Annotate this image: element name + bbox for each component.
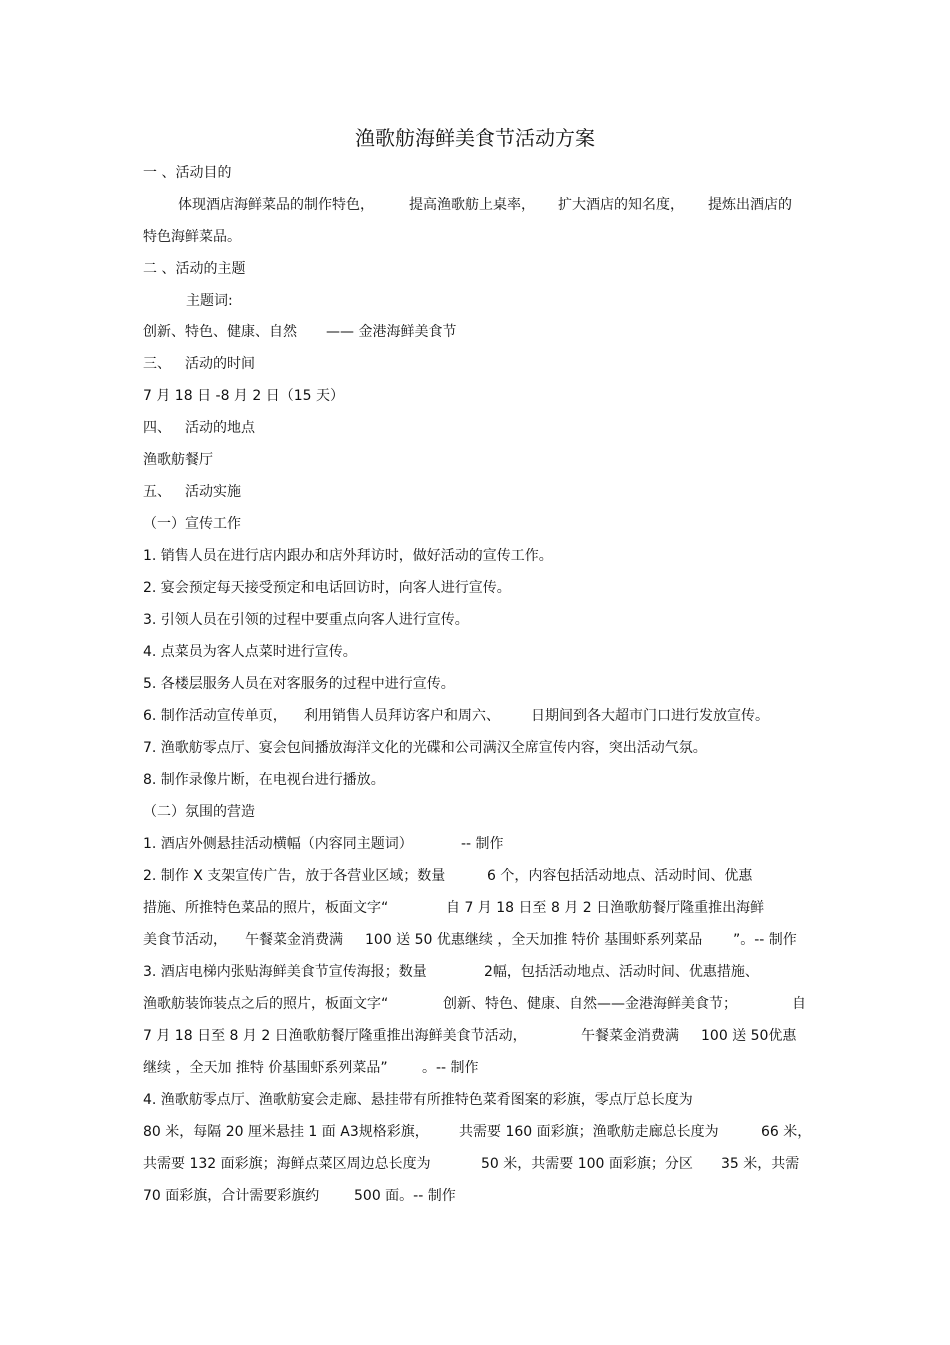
page-title: 渔歌舫海鲜美食节活动方案 — [355, 126, 595, 150]
publicity-item-6-part-2: 利用销售人员拜访客户和周六、 — [304, 708, 500, 724]
atmosphere-item-3-l4-a: 继续 ，全天加 推特 价基围虾系列菜品” — [143, 1060, 388, 1076]
section-5-number: 五、 — [143, 484, 171, 500]
atmosphere-item-2-l3-a: 美食节活动， — [143, 932, 227, 948]
event-dates: 7 月 18 日 -8 月 2 日（15 天） — [143, 388, 345, 404]
atmosphere-item-2-l2-b: 自 7 月 18 日至 8 月 2 日渔歌舫餐厅隆重推出海鲜 — [446, 900, 765, 916]
section-4-title: 活动的地点 — [185, 420, 255, 436]
publicity-item-4: 4. 点菜员为客人点菜时进行宣传。 — [143, 644, 357, 660]
atmosphere-item-2-l3-d: ”。-- 制作 — [733, 932, 797, 948]
atmosphere-heading: （二）氛围的营造 — [143, 804, 255, 820]
section-3-number: 三、 — [143, 356, 171, 372]
atmosphere-item-4-l3-c: 35 米，共需 — [721, 1156, 800, 1172]
section-4-number: 四、 — [143, 420, 171, 436]
publicity-item-1: 1. 销售人员在进行店内跟办和店外拜访时，做好活动的宣传工作。 — [143, 548, 553, 564]
section-1-body-line2: 特色海鲜菜品。 — [143, 229, 241, 245]
atmosphere-item-3-l2-c: 自 — [792, 996, 806, 1012]
atmosphere-item-3-l3-c: 100 送 50优惠 — [701, 1028, 797, 1044]
purpose-part-3: 扩大酒店的知名度， — [558, 197, 684, 213]
publicity-item-2: 2. 宴会预定每天接受预定和电话回访时，向客人进行宣传。 — [143, 580, 511, 596]
atmosphere-item-2-l3-b: 午餐菜金消费满 — [245, 932, 343, 948]
theme-keywords: 创新、特色、健康、自然 — [143, 324, 297, 340]
atmosphere-item-3-l2-b: 创新、特色、健康、自然——金港海鲜美食节； — [443, 996, 737, 1012]
purpose-part-1: 体现酒店海鲜菜品的制作特色， — [178, 197, 374, 213]
theme-name: —— 金港海鲜美食节 — [326, 324, 457, 340]
atmosphere-item-3-l3-b: 午餐菜金消费满 — [581, 1028, 679, 1044]
purpose-part-4: 提炼出酒店的 — [708, 197, 792, 213]
atmosphere-item-3-l1-a: 3. 酒店电梯内张贴海鲜美食节宣传海报；数量 — [143, 964, 427, 980]
atmosphere-item-4-l3-b: 50 米，共需要 100 面彩旗；分区 — [481, 1156, 693, 1172]
event-place: 渔歌舫餐厅 — [143, 452, 213, 468]
atmosphere-item-1-text: 1. 酒店外侧悬挂活动横幅（内容同主题词） — [143, 836, 413, 852]
atmosphere-item-2-l2-a: 措施、所推特色菜品的照片，板面文字“ — [143, 900, 389, 916]
publicity-heading: （一）宣传工作 — [143, 516, 241, 532]
publicity-item-8: 8. 制作录像片断，在电视台进行播放。 — [143, 772, 385, 788]
atmosphere-item-1-suffix: -- 制作 — [461, 836, 504, 852]
atmosphere-item-2-l3-c: 100 送 50 优惠继续 ，全天加推 特价 基围虾系列菜品 — [365, 932, 703, 948]
section-1-heading: 一 、活动目的 — [143, 165, 232, 181]
publicity-item-3: 3. 引领人员在引领的过程中要重点向客人进行宣传。 — [143, 612, 469, 628]
atmosphere-item-3-l2-a: 渔歌舫装饰装点之后的照片，板面文字“ — [143, 996, 389, 1012]
purpose-part-2: 提高渔歌舫上桌率， — [409, 197, 535, 213]
theme-label: 主题词: — [186, 293, 233, 309]
atmosphere-item-2-l1-a: 2. 制作 X 支架宣传广告，放于各营业区域；数量 — [143, 868, 446, 884]
atmosphere-item-4-l4-a: 70 面彩旗，合计需要彩旗约 — [143, 1188, 320, 1204]
atmosphere-item-4-l3-a: 共需要 132 面彩旗；海鲜点菜区周边总长度为 — [143, 1156, 431, 1172]
publicity-item-5: 5. 各楼层服务人员在对客服务的过程中进行宣传。 — [143, 676, 455, 692]
atmosphere-item-4-l2-c: 66 米， — [761, 1124, 812, 1140]
section-3-title: 活动的时间 — [185, 356, 255, 372]
atmosphere-item-4-l4-b: 500 面。-- 制作 — [354, 1188, 456, 1204]
atmosphere-item-3-l3-a: 7 月 18 日至 8 月 2 日渔歌舫餐厅隆重推出海鲜美食节活动， — [143, 1028, 527, 1044]
section-2-heading: 二 、活动的主题 — [143, 261, 246, 277]
atmosphere-item-4-l2-b: 共需要 160 面彩旗；渔歌舫走廊总长度为 — [459, 1124, 719, 1140]
publicity-item-7: 7. 渔歌舫零点厅、宴会包间播放海洋文化的光碟和公司满汉全席宣传内容，突出活动气氛。 — [143, 740, 707, 756]
atmosphere-item-3-l1-b: 2幅，包括活动地点、活动时间、优惠措施、 — [484, 964, 759, 980]
atmosphere-item-3-l4-b: 。-- 制作 — [422, 1060, 479, 1076]
publicity-item-6-part-1: 6. 制作活动宣传单页， — [143, 708, 287, 724]
section-5-title: 活动实施 — [185, 484, 241, 500]
atmosphere-item-4-l2-a: 80 米，每隔 20 厘米悬挂 1 面 A3规格彩旗， — [143, 1124, 429, 1140]
atmosphere-item-4-line-1: 4. 渔歌舫零点厅、渔歌舫宴会走廊、悬挂带有所推特色菜肴图案的彩旗，零点厅总长度为 — [143, 1092, 693, 1108]
publicity-item-6-part-3: 日期间到各大超市门口进行发放宣传。 — [531, 708, 769, 724]
atmosphere-item-2-l1-b: 6 个，内容包括活动地点、活动时间、优惠 — [487, 868, 753, 884]
